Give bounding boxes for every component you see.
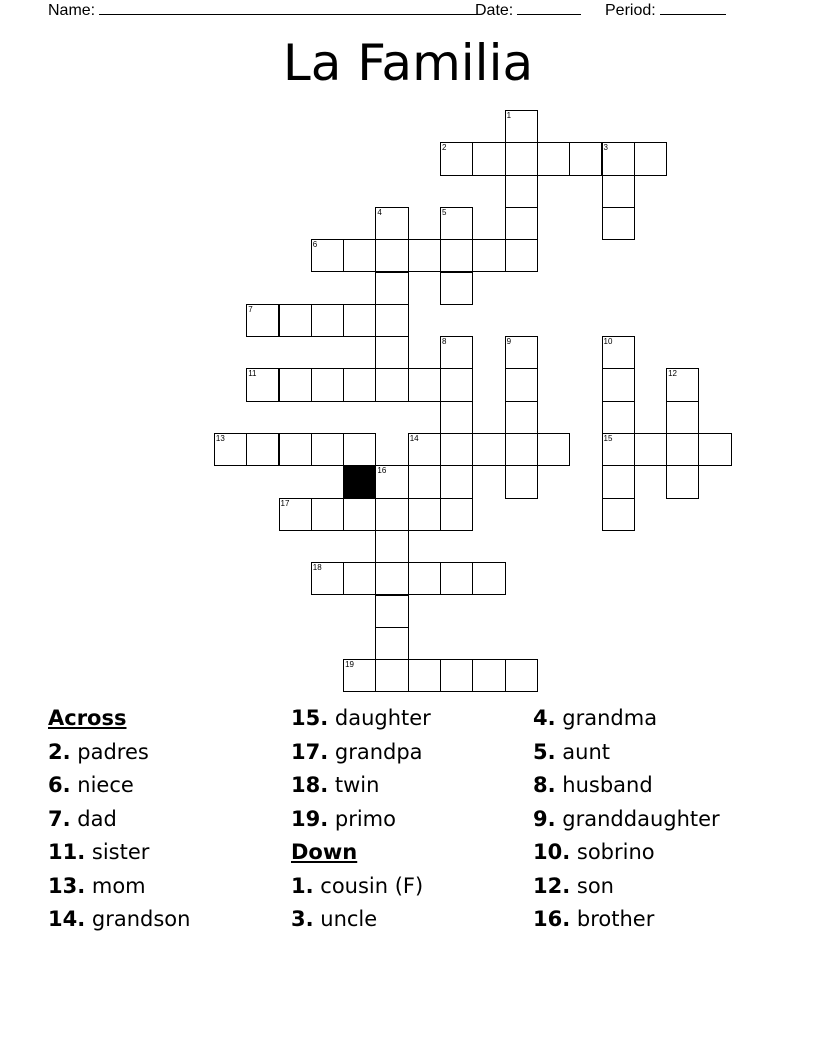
clue-item <box>291 903 531 937</box>
crossword-cell[interactable] <box>537 142 570 175</box>
crossword-cell[interactable] <box>440 368 473 401</box>
clue-item-number: 17. <box>291 739 329 764</box>
clue-item <box>291 769 531 803</box>
crossword-cell[interactable] <box>375 562 408 595</box>
crossword-cell[interactable] <box>343 433 376 466</box>
crossword-cell[interactable] <box>343 659 376 692</box>
crossword-cell[interactable] <box>440 465 473 498</box>
crossword-cell[interactable] <box>311 562 344 595</box>
crossword-cell[interactable] <box>666 433 699 466</box>
crossword-cell[interactable] <box>279 433 312 466</box>
crossword-cell[interactable] <box>666 401 699 434</box>
crossword-cell[interactable] <box>408 368 441 401</box>
clue-item-text: mom <box>85 873 146 898</box>
clue-number: 10 <box>603 337 613 347</box>
crossword-cell[interactable] <box>440 239 473 272</box>
clue-item-text: twin <box>328 773 380 797</box>
date-label: Date: <box>475 2 514 19</box>
crossword-cell[interactable] <box>246 304 279 337</box>
crossword-cell[interactable] <box>505 433 538 466</box>
clue-item-number: 9. <box>533 806 556 831</box>
crossword-cell[interactable] <box>311 498 344 531</box>
crossword-cell[interactable] <box>375 530 408 563</box>
crossword-cell[interactable] <box>602 433 635 466</box>
clue-item-text: dad <box>70 806 117 831</box>
clue-item <box>291 702 531 736</box>
clue-number: 1 <box>506 111 512 120</box>
clue-item-number: 7. <box>48 806 71 831</box>
crossword-cell[interactable] <box>408 659 441 692</box>
crossword-cell[interactable] <box>505 110 538 143</box>
clue-item <box>533 769 773 803</box>
clue-item-number: 15. <box>291 706 329 730</box>
clue-number: 5 <box>442 207 447 217</box>
clue-item <box>48 803 288 837</box>
clue-item <box>533 836 773 870</box>
clue-item <box>533 803 773 837</box>
clue-item-text: grandpa <box>328 739 423 764</box>
crossword-cell[interactable] <box>375 207 408 240</box>
clue-item-number: 8. <box>533 773 556 797</box>
clue-item-number: 6. <box>48 773 71 797</box>
crossword-cell[interactable] <box>375 465 408 498</box>
crossword-cell[interactable] <box>634 433 667 466</box>
clue-number: 13 <box>215 434 225 443</box>
crossword-cell[interactable] <box>472 659 505 692</box>
crossword-cell[interactable] <box>505 465 538 498</box>
crossword-cell[interactable] <box>666 368 699 401</box>
crossword-cell[interactable] <box>343 368 376 401</box>
clue-number: 8 <box>442 337 447 347</box>
clue-item-text: husband <box>555 773 653 797</box>
crossword-cell[interactable] <box>602 401 635 434</box>
clue-item-text: sobrino <box>570 840 655 864</box>
crossword-cell[interactable] <box>505 142 538 175</box>
clue-item <box>533 736 773 770</box>
crossword-cell[interactable] <box>311 433 344 466</box>
crossword-cell[interactable] <box>440 401 473 434</box>
clue-item <box>533 903 773 937</box>
crossword-cell[interactable] <box>279 304 312 337</box>
crossword-cell[interactable] <box>408 433 441 466</box>
crossword-cell[interactable] <box>408 562 441 595</box>
clue-item-text: brother <box>570 907 655 931</box>
clue-item-text: padres <box>70 739 149 764</box>
clue-item-number: 18. <box>291 773 329 797</box>
crossword-cell[interactable] <box>375 595 408 628</box>
crossword-cell[interactable] <box>505 368 538 401</box>
clue-number: 3 <box>603 143 608 153</box>
clue-number: 15 <box>603 434 613 443</box>
crossword-cell[interactable] <box>343 239 376 272</box>
crossword-cell[interactable] <box>698 433 731 466</box>
crossword-cell[interactable] <box>440 433 473 466</box>
clue-number: 16 <box>377 466 387 476</box>
clue-item-number: 19. <box>291 806 329 831</box>
crossword-cell[interactable] <box>279 498 312 531</box>
crossword-cell[interactable] <box>537 433 570 466</box>
clue-item <box>48 736 288 770</box>
clue-item-text: grandma <box>555 706 658 730</box>
crossword-cell[interactable] <box>375 368 408 401</box>
clue-item-text: grandson <box>85 907 191 931</box>
clue-item-text: granddaughter <box>555 806 720 831</box>
crossword-cell[interactable] <box>375 304 408 337</box>
clue-item-number: 3. <box>291 907 314 931</box>
clue-number: 7 <box>248 304 253 314</box>
clue-number: 11 <box>248 369 257 379</box>
across-heading: Across <box>48 706 127 730</box>
clue-item-number: 4. <box>533 706 556 730</box>
clue-item-number: 12. <box>533 873 571 898</box>
crossword-cell[interactable] <box>279 368 312 401</box>
clue-item-text: sister <box>85 840 150 864</box>
crossword-cell[interactable] <box>505 659 538 692</box>
crossword-cell[interactable] <box>569 142 602 175</box>
clue-item-text: primo <box>328 806 396 831</box>
clue-item-number: 10. <box>533 840 571 864</box>
crossword-cell[interactable] <box>343 498 376 531</box>
crossword-black-cell <box>343 465 376 498</box>
clue-item <box>48 903 288 937</box>
clue-item-text: aunt <box>555 739 610 764</box>
crossword-cell[interactable] <box>440 336 473 369</box>
page-title: La Familia <box>282 34 534 92</box>
name-label: Name: <box>48 2 96 19</box>
crossword-cell[interactable] <box>602 142 635 175</box>
period-label: Period: <box>605 2 656 19</box>
crossword-cell[interactable] <box>375 239 408 272</box>
crossword-cell[interactable] <box>602 336 635 369</box>
crossword-cell[interactable] <box>634 142 667 175</box>
crossword-cell[interactable] <box>602 207 635 240</box>
crossword-cell[interactable] <box>440 272 473 305</box>
clue-item <box>291 803 531 837</box>
clue-item-number: 1. <box>291 873 314 898</box>
crossword-cell[interactable] <box>472 433 505 466</box>
clue-item-number: 2. <box>48 739 71 764</box>
clue-number: 12 <box>668 369 677 379</box>
crossword-cell[interactable] <box>246 368 279 401</box>
clue-number: 17 <box>280 498 290 508</box>
crossword-cell[interactable] <box>505 175 538 208</box>
clue-item-text: cousin (F) <box>313 873 424 898</box>
clue-item-number: 14. <box>48 907 86 931</box>
clue-number: 14 <box>409 434 419 443</box>
clue-number: 4 <box>377 207 382 217</box>
clue-list <box>0 700 816 960</box>
clue-item-text: uncle <box>313 907 378 931</box>
crossword-cell[interactable] <box>343 562 376 595</box>
crossword-cell[interactable] <box>440 142 473 175</box>
clue-item <box>533 870 773 904</box>
clue-item-number: 13. <box>48 873 86 898</box>
crossword-cell[interactable] <box>375 272 408 305</box>
crossword-cell[interactable] <box>311 304 344 337</box>
clue-item <box>533 702 773 736</box>
crossword-cell[interactable] <box>472 562 505 595</box>
clue-item-text: niece <box>70 773 134 797</box>
crossword-cell[interactable] <box>602 175 635 208</box>
crossword-cell[interactable] <box>440 659 473 692</box>
crossword-cell[interactable] <box>602 498 635 531</box>
clue-column-2 <box>291 702 531 937</box>
crossword-cell[interactable] <box>214 433 247 466</box>
clue-number: 6 <box>312 240 318 250</box>
clue-item <box>48 769 288 803</box>
clue-item <box>291 736 531 770</box>
clue-item <box>291 870 531 904</box>
crossword-cell[interactable] <box>666 465 699 498</box>
crossword-cell[interactable] <box>375 336 408 369</box>
down-heading: Down <box>291 840 358 864</box>
crossword-cell[interactable] <box>375 498 408 531</box>
clue-item-number: 5. <box>533 739 556 764</box>
clue-item-number: 11. <box>48 840 86 864</box>
crossword-cell[interactable] <box>505 336 538 369</box>
clue-item-number: 16. <box>533 907 571 931</box>
crossword-cell[interactable] <box>602 368 635 401</box>
crossword-cell[interactable] <box>505 239 538 272</box>
crossword-cell[interactable] <box>311 239 344 272</box>
clue-item-text: son <box>570 873 614 898</box>
clue-item <box>48 836 288 870</box>
clue-number: 2 <box>442 143 447 153</box>
crossword-cell[interactable] <box>311 368 344 401</box>
crossword-cell[interactable] <box>440 498 473 531</box>
crossword-cell[interactable] <box>472 142 505 175</box>
crossword-cell[interactable] <box>375 627 408 660</box>
clue-number: 9 <box>506 337 512 347</box>
crossword-cell[interactable] <box>408 239 441 272</box>
crossword-cell[interactable] <box>505 401 538 434</box>
crossword-cell[interactable] <box>440 562 473 595</box>
clue-column-3 <box>533 702 773 937</box>
crossword-cell[interactable] <box>440 207 473 240</box>
crossword-cell[interactable] <box>408 498 441 531</box>
crossword-cell[interactable] <box>375 659 408 692</box>
crossword-cell[interactable] <box>472 239 505 272</box>
crossword-cell[interactable] <box>246 433 279 466</box>
clue-item-text: daughter <box>328 706 431 730</box>
crossword-cell[interactable] <box>602 465 635 498</box>
clue-column-1 <box>48 702 288 937</box>
clue-number: 19 <box>345 660 354 670</box>
crossword-cell[interactable] <box>505 207 538 240</box>
clue-item <box>48 870 288 904</box>
clue-number: 18 <box>312 563 322 573</box>
crossword-cell[interactable] <box>343 304 376 337</box>
